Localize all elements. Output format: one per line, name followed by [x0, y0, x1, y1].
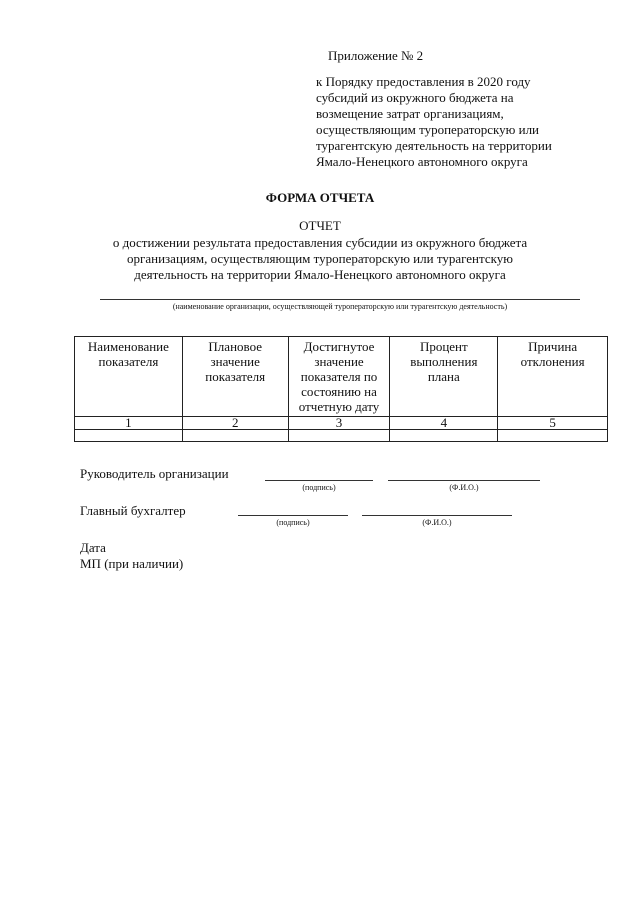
head-name-line	[388, 480, 540, 481]
column-number: 3	[288, 417, 390, 430]
table-cell	[182, 430, 288, 442]
table-cell	[75, 430, 183, 442]
report-line: организациям, осуществляющим туроператорскую или турагентскую	[127, 251, 513, 266]
appendix-line: субсидий из окружного бюджета на	[316, 90, 514, 105]
appendix-line: к Порядку предоставления в 2020 году	[316, 74, 531, 89]
appendix-text	[316, 74, 588, 170]
stamp-label: МП (при наличии)	[80, 556, 184, 571]
table-cell	[288, 430, 390, 442]
report-table	[74, 336, 608, 442]
appendix-line: возмещение затрат организациям,	[316, 106, 504, 121]
head-of-organization-label: Руководитель организации	[80, 466, 229, 481]
table-cell	[498, 430, 608, 442]
column-number: 1	[75, 417, 183, 430]
appendix-line: осуществляющим туроператорскую или	[316, 122, 540, 137]
accountant-name-line	[362, 515, 512, 516]
report-line: о достижении результата предоставления субсидии из окружного бюджета	[112, 235, 528, 250]
report-title: ОТЧЕТ	[299, 218, 341, 233]
header-deviation-reason: Причина отклонения	[498, 337, 608, 417]
header-indicator-name: Наименование показателя	[75, 337, 183, 417]
head-signature-caption: (подпись)	[302, 483, 336, 492]
form-title: ФОРМА ОТЧЕТА	[265, 190, 375, 205]
accountant-name-caption: (Ф.И.О.)	[422, 518, 452, 527]
date-label: Дата	[80, 540, 106, 555]
column-number: 4	[390, 417, 498, 430]
appendix-line: турагентскую деятельность на территории	[316, 138, 552, 153]
accountant-signature-caption: (подпись)	[276, 518, 310, 527]
head-name-caption: (Ф.И.О.)	[449, 483, 479, 492]
table-cell	[390, 430, 498, 442]
chief-accountant-label: Главный бухгалтер	[80, 503, 186, 518]
header-planned-value: Плановое значение показателя	[182, 337, 288, 417]
column-number: 2	[182, 417, 288, 430]
footer	[80, 540, 183, 572]
table-empty-row	[75, 430, 608, 442]
report-heading	[60, 218, 580, 283]
header-achieved-value: Достигнутое значение показателя по состоянию на отчетную дату	[288, 337, 390, 417]
header-percent-completion: Процент выполнения плана	[390, 337, 498, 417]
appendix-line: Ямало-Ненецкого автономного округа	[316, 154, 528, 169]
appendix-title: Приложение № 2	[328, 48, 424, 63]
column-number: 5	[498, 417, 608, 430]
organization-name-line	[100, 299, 580, 300]
head-signature-line	[265, 480, 373, 481]
accountant-signature-line	[238, 515, 348, 516]
table-header-row	[75, 337, 608, 417]
table-number-row	[75, 417, 608, 430]
report-line: деятельность на территории Ямало-Ненецкого автономного округа	[134, 267, 506, 282]
organization-name-caption: (наименование организации, осуществляющей туроператорскую или турагентскую деятельность)	[172, 302, 508, 311]
